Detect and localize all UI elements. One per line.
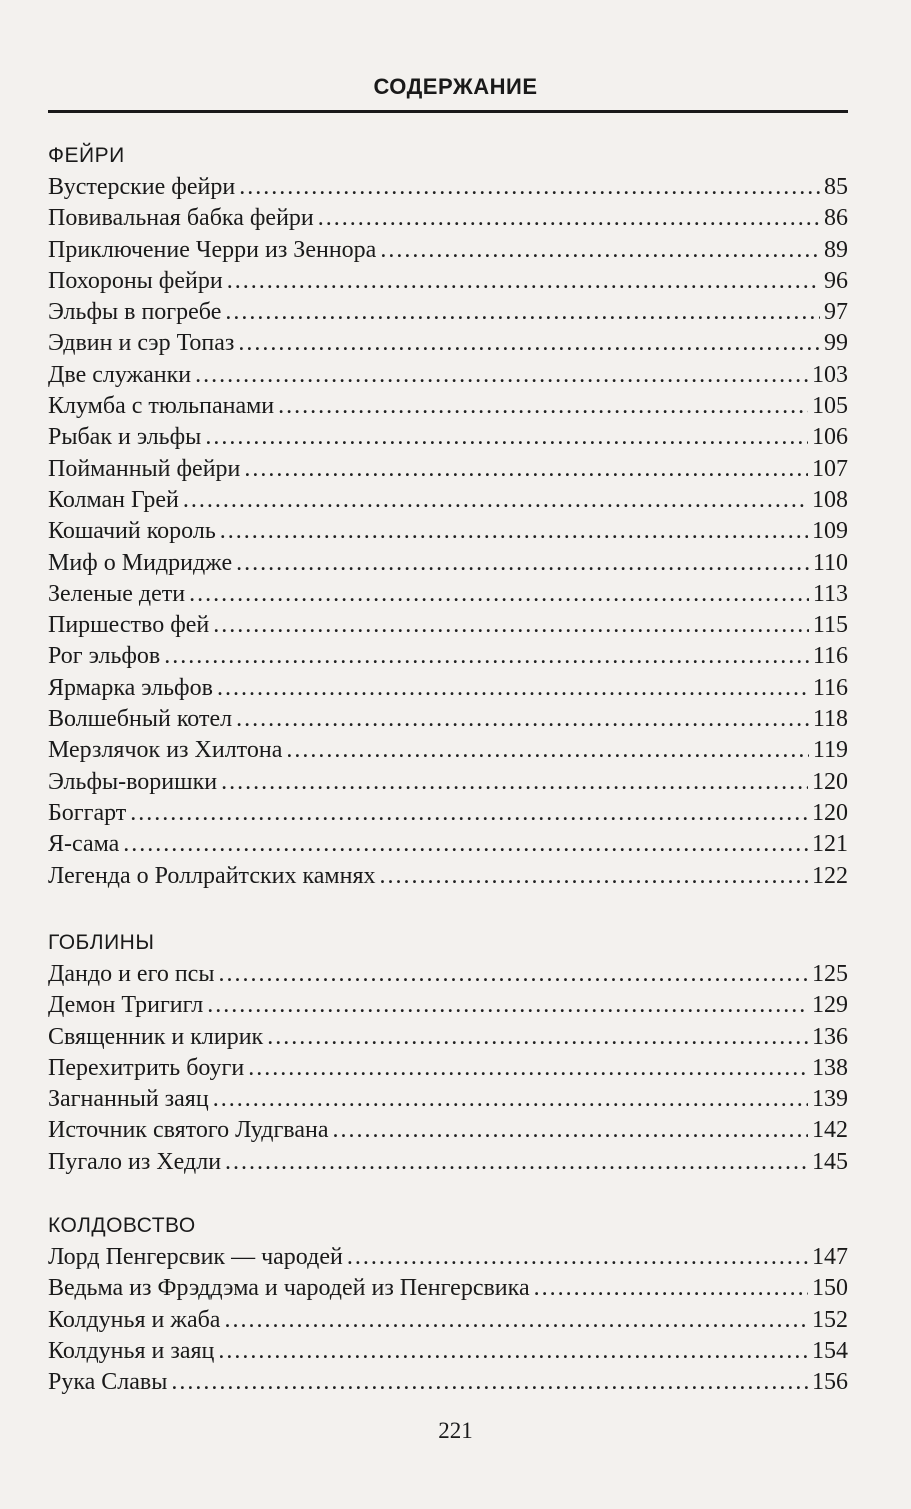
dot-leader — [227, 266, 820, 297]
toc-entry — [48, 297, 848, 328]
toc-entry-page: 103 — [812, 361, 848, 388]
toc-entry-page: 145 — [812, 1148, 848, 1175]
section-title: ГОБЛИНЫ — [48, 931, 155, 954]
toc-entry-title: Дандо и его псы — [48, 961, 215, 987]
toc-entry-title: Мерзлячок из Хилтона — [48, 737, 283, 764]
toc-entry-page: 152 — [812, 1306, 848, 1333]
toc-entry-page: 129 — [812, 992, 848, 1019]
dot-leader — [195, 360, 808, 391]
toc-entry-title: Пойманный фейри — [48, 455, 241, 482]
toc-entry — [48, 641, 848, 672]
toc-entry — [48, 548, 848, 579]
toc-entry-title: Повивальная бабка фейри — [48, 205, 314, 232]
toc-entry-page: 96 — [824, 267, 848, 294]
toc-entry — [48, 454, 848, 485]
dot-leader — [248, 1053, 808, 1084]
toc-entry-title: Пиршество фей — [48, 612, 210, 639]
toc-entry-page: 138 — [812, 1054, 848, 1081]
dot-leader — [286, 735, 809, 766]
toc-entry-title: Эдвин и сэр Топаз — [48, 330, 235, 357]
dot-leader — [205, 422, 808, 453]
dot-leader — [318, 203, 820, 234]
toc-entry-page: 136 — [812, 1023, 848, 1050]
toc-entry-page: 110 — [812, 549, 848, 576]
toc-entry — [48, 1242, 848, 1273]
dot-leader — [164, 641, 809, 672]
toc-entry-page: 106 — [812, 424, 848, 451]
toc-entry-page: 154 — [812, 1337, 848, 1364]
section-title: ФЕЙРИ — [48, 144, 125, 167]
toc-entry-page: 105 — [812, 393, 848, 420]
toc-entry-title: Боггарт — [48, 799, 127, 826]
toc-entry-page: 119 — [812, 737, 848, 764]
dot-leader — [130, 798, 808, 829]
toc-entry-title: Колдунья и заяц — [48, 1337, 215, 1364]
toc-entry — [48, 579, 848, 610]
dot-leader — [218, 959, 808, 990]
toc-entry-title: Лорд Пенгерсвик — чародей — [48, 1244, 343, 1270]
toc-entry — [48, 829, 848, 860]
toc-entry-page: 150 — [812, 1275, 848, 1302]
toc-entry-title: Кошачий король — [48, 518, 216, 545]
dot-leader — [218, 1336, 808, 1367]
toc-entry-title: Загнанный заяц — [48, 1086, 209, 1113]
toc-entry-page: 99 — [824, 330, 848, 357]
toc-entry-title: Легенда о Роллрайтских камнях — [48, 862, 376, 889]
toc-entry-title: Рыбак и эльфы — [48, 424, 202, 451]
toc-entry-page: 118 — [812, 706, 848, 733]
dot-leader — [332, 1115, 808, 1146]
page-header-title: СОДЕРЖАНИЕ — [373, 74, 538, 99]
dot-leader — [225, 297, 820, 328]
dot-leader — [236, 548, 809, 579]
dot-leader — [236, 704, 809, 735]
toc-entry-title: Вустерские фейри — [48, 174, 236, 200]
toc-entry — [48, 959, 848, 990]
dot-leader — [171, 1367, 808, 1398]
toc-section-witchcraft — [48, 1210, 848, 1398]
dot-leader — [213, 1084, 808, 1115]
toc-entry-title: Приключение Черри из Зеннора — [48, 236, 377, 263]
toc-entry — [48, 861, 848, 892]
toc-entry-title: Колдунья и жаба — [48, 1306, 221, 1333]
toc-entry-page: 86 — [824, 205, 848, 232]
toc-entry-title: Священник и клирик — [48, 1023, 264, 1050]
toc-entry-title: Похороны фейри — [48, 267, 223, 294]
toc-entry-title: Я-сама — [48, 831, 120, 858]
toc-entry-title: Зеленые дети — [48, 580, 186, 607]
dot-leader — [183, 485, 808, 516]
toc-entry-title: Рог эльфов — [48, 643, 161, 670]
toc-entry — [48, 735, 848, 766]
toc-entry-page: 147 — [812, 1244, 848, 1270]
dot-leader — [189, 579, 809, 610]
toc-entry-page: 109 — [812, 518, 848, 545]
toc-entry-page: 97 — [824, 299, 848, 326]
toc-entry-page: 120 — [812, 768, 848, 795]
toc-entry-page: 125 — [812, 961, 848, 987]
toc-entry — [48, 172, 848, 203]
toc-entry — [48, 1305, 848, 1336]
toc-entry-page: 108 — [812, 486, 848, 513]
toc-entry — [48, 673, 848, 704]
dot-leader — [207, 990, 808, 1021]
toc-entry — [48, 798, 848, 829]
toc-entry — [48, 360, 848, 391]
toc-entry-title: Эльфы в погребе — [48, 299, 222, 326]
toc-entry — [48, 1336, 848, 1367]
toc-entry-page: 116 — [812, 643, 848, 670]
toc-section-feiri — [48, 140, 848, 892]
toc-entry-page: 121 — [812, 831, 848, 858]
section-title: КОЛДОВСТВО — [48, 1214, 196, 1237]
toc-entry-page: 142 — [812, 1117, 848, 1144]
toc-entry-title: Миф о Мидридже — [48, 549, 233, 576]
dot-leader — [239, 172, 820, 203]
header-rule — [48, 110, 848, 113]
dot-leader — [347, 1242, 808, 1273]
toc-entry-page: 115 — [812, 612, 848, 639]
toc-entry-title: Пугало из Хедли — [48, 1148, 222, 1175]
toc-entry-title: Ярмарка эльфов — [48, 674, 213, 701]
toc-entry — [48, 610, 848, 641]
toc-entry — [48, 1022, 848, 1053]
dot-leader — [225, 1147, 808, 1178]
toc-entry — [48, 485, 848, 516]
dot-leader — [217, 673, 809, 704]
toc-entry — [48, 990, 848, 1021]
toc-entry-page: 89 — [824, 236, 848, 263]
toc-entry — [48, 767, 848, 798]
toc-entry-page: 85 — [824, 174, 848, 200]
dot-leader — [224, 1305, 808, 1336]
toc-entry — [48, 1084, 848, 1115]
toc-entry — [48, 1147, 848, 1178]
toc-entry-page: 156 — [812, 1369, 848, 1396]
page-number: 221 — [438, 1418, 473, 1443]
toc-entry-page: 113 — [812, 580, 848, 607]
dot-leader — [278, 391, 808, 422]
dot-leader — [534, 1273, 808, 1304]
toc-entry-page: 107 — [812, 455, 848, 482]
toc-entry — [48, 1053, 848, 1084]
toc-entry — [48, 391, 848, 422]
toc-entry — [48, 266, 848, 297]
toc-entry — [48, 328, 848, 359]
toc-entry-title: Эльфы-воришки — [48, 768, 218, 795]
toc-entry-page: 122 — [812, 862, 848, 889]
dot-leader — [220, 516, 808, 547]
toc-entry-title: Демон Тригигл — [48, 992, 204, 1019]
dot-leader — [244, 454, 808, 485]
dot-leader — [380, 235, 820, 266]
dot-leader — [267, 1022, 808, 1053]
dot-leader — [221, 767, 808, 798]
toc-entry — [48, 422, 848, 453]
dot-leader — [123, 829, 808, 860]
toc-entry-page: 116 — [812, 674, 848, 701]
toc-entry — [48, 235, 848, 266]
toc-entry-title: Две служанки — [48, 361, 192, 388]
toc-entry-title: Клумба с тюльпанами — [48, 393, 275, 420]
toc-entry-title: Колман Грей — [48, 486, 179, 513]
toc-entry-title: Волшебный котел — [48, 706, 233, 733]
toc-section-goblins — [48, 927, 848, 1178]
dot-leader — [213, 610, 809, 641]
toc-entry — [48, 1273, 848, 1304]
dot-leader — [380, 861, 809, 892]
toc-entry — [48, 704, 848, 735]
toc-entry — [48, 516, 848, 547]
toc-entry-page: 120 — [812, 799, 848, 826]
toc-entry — [48, 203, 848, 234]
toc-entry — [48, 1367, 848, 1398]
toc-entry — [48, 1115, 848, 1146]
toc-entry-title: Рука Славы — [48, 1369, 168, 1396]
toc-entry-page: 139 — [812, 1086, 848, 1113]
toc-entry-title: Ведьма из Фрэддэма и чародей из Пенгерсвика — [48, 1275, 530, 1302]
dot-leader — [238, 328, 820, 359]
toc-entry-title: Источник святого Лудгвана — [48, 1117, 329, 1144]
toc-entry-title: Перехитрить боуги — [48, 1054, 245, 1081]
